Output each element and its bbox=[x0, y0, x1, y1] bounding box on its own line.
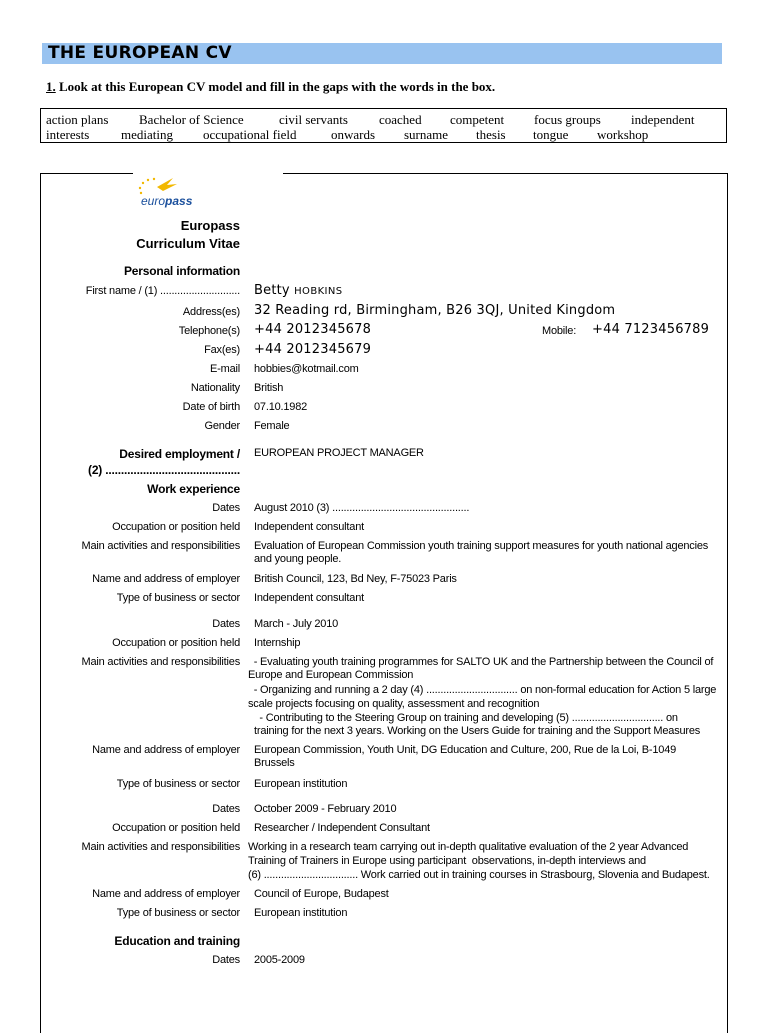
gender-label: Gender bbox=[204, 420, 240, 432]
word-item: mediating bbox=[121, 127, 173, 142]
word-item: competent bbox=[450, 112, 505, 127]
job-business: Independent consultant bbox=[254, 592, 364, 604]
word-box bbox=[40, 108, 727, 143]
instruction bbox=[46, 79, 495, 95]
business-label: Type of business or sector bbox=[116, 592, 240, 604]
word-item: thesis bbox=[476, 127, 506, 142]
address-value: 32 Reading rd, Birmingham, B26 3QJ, United Kingdom bbox=[254, 303, 616, 318]
nationality-value: British bbox=[254, 382, 284, 394]
job-occupation: Independent consultant bbox=[254, 521, 364, 533]
job-activities-line: - Contributing to the Steering Group on training and developing (5) ................................ on bbox=[248, 712, 678, 724]
occupation-label: Occupation or position held bbox=[112, 521, 240, 533]
job-dates: March - July 2010 bbox=[254, 618, 339, 630]
dob-label: Date of birth bbox=[182, 401, 240, 413]
svg-text:europass: europass bbox=[141, 194, 193, 208]
cv-heading-europass: Europass bbox=[180, 218, 240, 233]
dob-value: 07.10.1982 bbox=[254, 401, 308, 413]
word-item: surname bbox=[404, 127, 449, 142]
job-activities-line: Training of Trainers in Europe using participant observations, in-depth interviews and bbox=[248, 855, 646, 867]
word-item: tongue bbox=[533, 127, 569, 142]
activities-label: Main activities and responsibilities bbox=[81, 841, 240, 853]
mobile-label: Mobile: bbox=[542, 325, 577, 337]
occupation-label: Occupation or position held bbox=[112, 822, 240, 834]
email-label: E-mail bbox=[210, 363, 240, 375]
business-label: Type of business or sector bbox=[116, 778, 240, 790]
job-employer: European Commission, Youth Unit, DG Education and Culture, 200, Rue de la Loi, B-1049 Brussels bbox=[254, 744, 677, 769]
fax-value: +44 2012345679 bbox=[254, 342, 372, 357]
job-occupation: Internship bbox=[254, 637, 301, 649]
word-item: independent bbox=[631, 112, 695, 127]
work-experience-heading: Work experience bbox=[147, 482, 240, 496]
desired-employment-label: Desired employment / bbox=[119, 447, 240, 461]
address-label: Address(es) bbox=[182, 306, 240, 318]
instruction-text: Look at this European CV model and fill in the gaps with the words in the box. bbox=[59, 79, 496, 94]
job-activities-line: Working in a research team carrying out in-depth qualitative evaluation of the 2 year Advanced bbox=[248, 841, 689, 853]
telephone-value: +44 2012345678 bbox=[254, 322, 372, 337]
word-item: workshop bbox=[597, 127, 649, 142]
first-name-label: First name / (1) ............................ bbox=[85, 285, 240, 297]
job-business: European institution bbox=[254, 778, 348, 790]
word-item: focus groups bbox=[534, 112, 601, 127]
telephone-label: Telephone(s) bbox=[178, 325, 240, 337]
activities-label: Main activities and responsibilities bbox=[81, 540, 240, 552]
employer-label: Name and address of employer bbox=[92, 744, 240, 756]
title-bar bbox=[42, 43, 722, 64]
personal-info-heading: Personal information bbox=[123, 264, 240, 278]
word-item: occupational field bbox=[203, 127, 297, 142]
job-dates: October 2009 - February 2010 bbox=[254, 803, 397, 815]
instruction-number: 1. bbox=[46, 79, 56, 94]
job-dates: August 2010 (3) ................................................ bbox=[254, 502, 470, 514]
job-occupation: Researcher / Independent Consultant bbox=[254, 822, 430, 834]
first-name-value: Betty HOBKINS bbox=[254, 283, 343, 298]
dates-label: Dates bbox=[212, 502, 240, 514]
dates-label: Dates bbox=[212, 618, 240, 630]
nationality-label: Nationality bbox=[190, 382, 240, 394]
europass-logo bbox=[133, 175, 193, 209]
employer-label: Name and address of employer bbox=[92, 573, 240, 585]
job-activities: Evaluation of European Commission youth training support measures for youth national agencies and young people. bbox=[254, 540, 709, 565]
job-activities-line: (6) ................................. Work carried out in training courses in Strasbourg, Slovenia and Budapest. bbox=[248, 869, 710, 881]
fax-label: Fax(es) bbox=[204, 344, 240, 356]
word-item: Bachelor of Science bbox=[139, 112, 244, 127]
activities-label: Main activities and responsibilities bbox=[81, 656, 240, 668]
job-activities-line: - Evaluating youth training programmes for SALTO UK and the Partnership between the Council of bbox=[248, 656, 714, 668]
job-activities-line: scale projects focusing on quality, assessment and recognition bbox=[248, 698, 540, 710]
employer-label: Name and address of employer bbox=[92, 888, 240, 900]
job-employer: British Council, 123, Bd Ney, F-75023 Paris bbox=[254, 573, 457, 585]
job-activities-line: - Organizing and running a 2 day (4) ................................ on non-formal education for Action 5 large bbox=[248, 684, 717, 696]
word-item: civil servants bbox=[279, 112, 348, 127]
job-employer: Council of Europe, Budapest bbox=[254, 888, 389, 900]
education-dates: 2005-2009 bbox=[254, 954, 305, 966]
word-item: interests bbox=[46, 127, 90, 142]
job-activities-line: training for the next 3 years. Working on the Users Guide for training and the Support Measures bbox=[254, 725, 701, 737]
cv-heading-curriculum: Curriculum Vitae bbox=[136, 236, 240, 251]
dates-label: Dates bbox=[212, 954, 240, 966]
mobile-value: +44 7123456789 bbox=[592, 322, 710, 337]
gender-value: Female bbox=[254, 420, 290, 432]
word-item: coached bbox=[379, 112, 422, 127]
desired-employment-value: EUROPEAN PROJECT MANAGER bbox=[254, 447, 424, 459]
dates-label: Dates bbox=[212, 803, 240, 815]
job-activities-line: Europe and European Commission bbox=[248, 669, 414, 681]
job-business: European institution bbox=[254, 907, 348, 919]
desired-employment-gap: (2) ........................................... bbox=[88, 463, 240, 477]
occupation-label: Occupation or position held bbox=[112, 637, 240, 649]
word-item: action plans bbox=[46, 112, 109, 127]
surname-value: HOBKINS bbox=[294, 286, 343, 297]
education-heading: Education and training bbox=[114, 934, 240, 948]
email-value: hobbies@kotmail.com bbox=[254, 363, 359, 375]
page-title: THE EUROPEAN CV bbox=[48, 43, 232, 63]
word-item: onwards bbox=[331, 127, 376, 142]
business-label: Type of business or sector bbox=[116, 907, 240, 919]
